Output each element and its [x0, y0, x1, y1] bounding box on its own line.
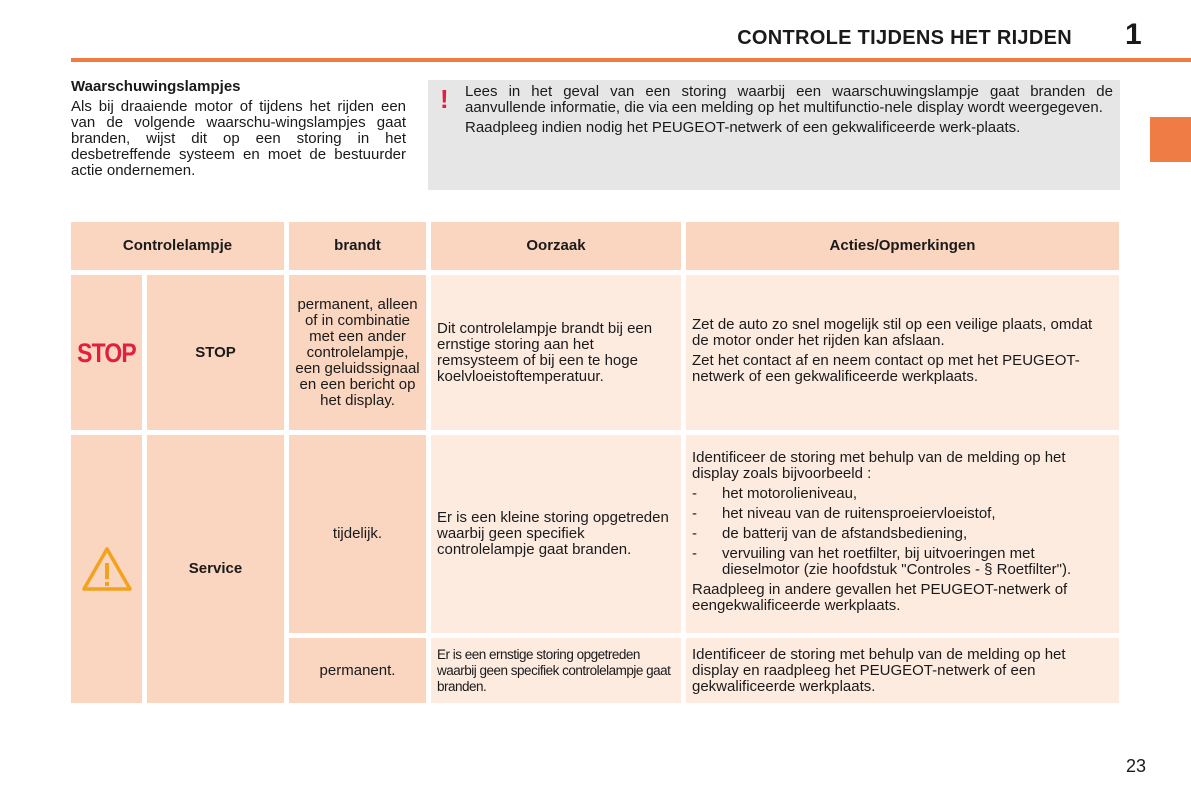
- header-oorzaak: Oorzaak: [431, 222, 681, 270]
- stop-brandt: permanent, alleen of in combinatie met een ander controlelampje, een geluidssignaal en een bericht op het display.: [289, 275, 426, 430]
- service-acties-permanent: Identificeer de storing met behulp van de melding op het display en raadpleeg het PEUGEOT-netwerk of een gekwalificeerde werkplaats.: [686, 638, 1119, 703]
- service-brandt-permanent: permanent.: [289, 638, 426, 703]
- note-paragraph: Raadpleeg indien nodig het PEUGEOT-netwerk of een gekwalificeerde werk-plaats.: [465, 119, 1021, 136]
- service-acties-tijdelijk: [686, 435, 1119, 633]
- warning-triangle-icon: [81, 545, 133, 593]
- service-name: Service: [147, 435, 284, 703]
- acties-outro: Raadpleeg in andere gevallen het PEUGEOT-netwerk of eengekwalificeerde werkplaats.: [692, 581, 1068, 614]
- stop-icon-cell: [71, 275, 142, 430]
- stop-name: STOP: [147, 275, 284, 430]
- stop-actie: Zet de auto zo snel mogelijk stil op een veilige plaats, omdat de motor onder het rijden kan afslaan.: [692, 315, 1093, 349]
- header-rule: [71, 58, 1191, 62]
- stop-acties: [686, 275, 1119, 430]
- service-brandt-tijdelijk: tijdelijk.: [289, 435, 426, 633]
- stop-oorzaak: Dit controlelampje brandt bij een ernstige storing aan het remsysteem of bij een te hoge koelvloeistoftemperatuur.: [431, 275, 681, 430]
- note-text: [465, 84, 1113, 140]
- page-title: CONTROLE TIJDENS HET RIJDEN: [737, 27, 1072, 49]
- acties-intro: Identificeer de storing met behulp van de melding op het display zoals bijvoorbeeld :: [692, 449, 1066, 482]
- chapter-number: 1: [1125, 18, 1142, 51]
- list-item: - vervuiling van het roetfilter, bij uitvoeringen met dieselmotor (zie hoofdstuk "Controles - § Roetfilter").: [692, 546, 1113, 578]
- exclamation-icon: !: [440, 84, 449, 114]
- list-item: - het niveau van de ruitensproeiervloeistof,: [692, 506, 1113, 522]
- intro-text: Als bij draaiende motor of tijdens het rijden een van de volgende waarschu-wingslampjes gaat branden, wijst dit op een storing in het desbetreffende systeem en moet de bestuurder actie ondernemen.: [71, 98, 406, 179]
- header-controlelampje: Controlelampje: [71, 222, 284, 270]
- note-paragraph: Lees in het geval van een storing waarbij een waarschuwingslampje gaat branden de aanvullende informatie, die via een melding op het multifunctio-nele display wordt weergegeven.: [465, 83, 1113, 116]
- list-item: - de batterij van de afstandsbediening,: [692, 526, 1113, 542]
- warning-icon-cell: [71, 435, 142, 703]
- acties-list: [692, 486, 1113, 578]
- header-acties: Acties/Opmerkingen: [686, 222, 1119, 270]
- service-oorzaak-tijdelijk: Er is een kleine storing opgetreden waarbij geen specifiek controlelampje gaat branden.: [431, 435, 681, 633]
- page-number: 23: [1126, 756, 1147, 776]
- list-item: - het motorolieniveau,: [692, 486, 1113, 502]
- service-oorzaak-permanent: Er is een ernstige storing opgetreden waarbij geen specifiek controlelampje gaat branden.: [431, 638, 681, 703]
- section-heading: Waarschuwingslampjes: [71, 78, 241, 95]
- chapter-tab: [1150, 117, 1191, 162]
- header-brandt: brandt: [289, 222, 426, 270]
- stop-actie: Zet het contact af en neem contact op met het PEUGEOT-netwerk of een gekwalificeerde werkplaats.: [692, 351, 1080, 385]
- stop-icon: STOP: [77, 337, 136, 368]
